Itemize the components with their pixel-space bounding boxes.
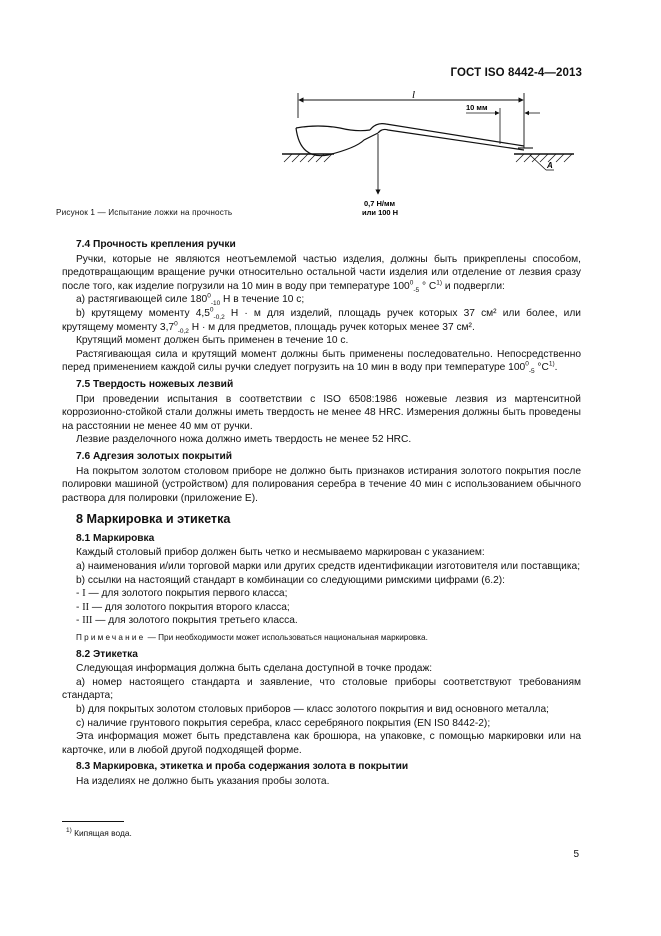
section-7-4-paragraph-2: Крутящий момент должен быть применен в течение 10 с.: [76, 335, 349, 347]
section-8-2-item-c: c) наличие грунтового покрытия серебра, класс серебряного покрытия (EN IS0 8442-2);: [76, 717, 491, 729]
section-8-2-item-b: b) для покрытых золотом столовых приборов — класс золотого покрытия и вид основного металла;: [76, 704, 549, 715]
section-8-1-title: 8.1 Маркировка: [76, 532, 155, 544]
section-8-2-paragraph-1: Следующая информация должна быть сделана доступной в точке продаж:: [76, 663, 433, 675]
footnote: $^{1)}$ Кипящая вода.: [66, 827, 132, 838]
figure-caption: Рисунок 1 — Испытание ложки на прочность: [56, 208, 233, 217]
spoon-bowl-outline: [296, 128, 378, 156]
section-8-title: 8 Маркировка и этикетка: [76, 512, 231, 527]
section-7-5-paragraph-2: Лезвие разделочного ножа должно иметь твердость не менее 52 HRC.: [76, 434, 412, 446]
section-8-1-item-a: a) наименования и/или торговой марки или других средств идентификации изготовителя или поставщика;: [76, 561, 581, 573]
leader-a: [530, 155, 546, 170]
section-8-2-paragraph-2: Эта информация может быть представлена как брошюра, на упаковке, с помощью маркировки или на карточке, или в любой другой подходящей форме.: [62, 731, 581, 756]
standard-code-header: ГОСТ ISO 8442-4—2013: [450, 67, 582, 79]
section-8-3-paragraph-1: На изделиях не должно быть указания пробы золота.: [76, 775, 330, 787]
dim-label-10mm: 10 мм: [466, 103, 488, 112]
spoon-test-figure: [278, 88, 578, 223]
section-7-4-title: 7.4 Прочность крепления ручки: [76, 239, 236, 250]
section-7-6-paragraph-1: На покрытом золотом столовом приборе не должно быть признаков истирания золотого покрытия после полировки машиной (устройством) для полирования серебра в течение 40 мин с использованием обычного раствора для полировки (приложение Е).: [62, 465, 581, 504]
page-number: 5: [573, 849, 579, 860]
force-label-line2: или 100 Н: [362, 208, 399, 217]
spoon-bowl-rim: [296, 126, 370, 131]
section-7-5-title: 7.5 Твердость ножевых лезвий: [76, 378, 234, 390]
spoon-test-diagram: [278, 88, 578, 223]
section-8-2-title: 8.2 Этикетка: [76, 648, 138, 660]
section-7-4-paragraph-3: Растягивающая сила и крутящий момент должны быть применены последовательно. Непосредственно перед применением каждой силы ручки следует погрузить на 10 мин в воду при температуре $100^0_{-5}$ $^\circ С^{1)}$.: [62, 348, 581, 376]
section-8-1-roman-2: - II — для золотого покрытия второго класса;: [76, 601, 290, 613]
label-a: A: [547, 161, 553, 170]
section-8-3-title: 8.3 Маркировка, этикетка и проба содержания золота в покрытии: [76, 761, 409, 773]
section-7-4-item-b: b) крутящему моменту $4,5^0_{-0,2}$ Н · м для изделий, площадь ручек которых 37 см² или более, или крутящему моменту $3,7^0_{-0,2}$ Н · м для предметов, площадь ручек которых менее 37 см².: [62, 306, 581, 335]
section-7-5-paragraph-1: При проведении испытания в соответствии с ISO 6508:1986 ножевые лезвия из мартенситной коррозионно-стойкой стали должны иметь твердость не менее 48 HRC. Измерения должны быть проведены на расстоянии не менее 40 мм от ручки.: [62, 393, 581, 432]
spoon-handle-bottom: [378, 129, 524, 150]
section-8-1-item-b: b) ссылки на настоящий стандарт в комбинации со следующими римскими цифрами (6.2):: [76, 574, 506, 586]
section-8-1-roman-3: - III — для золотого покрытия третьего класса.: [76, 615, 298, 627]
force-label-line1: 0,7 Н/мм: [364, 199, 396, 208]
document-body: [62, 235, 581, 789]
footnote-separator: [62, 821, 124, 822]
section-8-1-paragraph-1: Каждый столовый прибор должен быть четко и несмываемо маркирован с указанием:: [76, 547, 485, 559]
section-8-1-roman-1: - I — для золотого покрытия первого класса;: [76, 588, 288, 600]
spoon-handle-top: [370, 124, 524, 146]
section-7-6-title: 7.6 Адгезия золотых покрытий: [76, 450, 233, 462]
section-8-1-note: Примечание — При необходимости может использоваться национальная маркировка.: [76, 633, 428, 643]
clamp-right-hatch: [516, 154, 572, 162]
section-8-2-item-a: a) номер настоящего стандарта и заявление, что столовые приборы соответствуют требованиям стандарта;: [62, 676, 581, 702]
section-7-4-item-a: a) растягивающей силе $180^0_{-10}$ Н в течение 10 с;: [76, 292, 305, 308]
section-7-4-paragraph-1: Ручки, которые не являются неотъемлемой частью изделия, должны быть прикреплены способом, предотвращающим вращение ручки относительно остальной части изделия или отделение от лезвия сразу после того, как изделие погрузили на 10 мин в воду при температуре $100^0_{-5}$ ° $С^{1)}$ и подвергли:: [62, 253, 581, 294]
dim-label-l: l: [412, 89, 416, 101]
